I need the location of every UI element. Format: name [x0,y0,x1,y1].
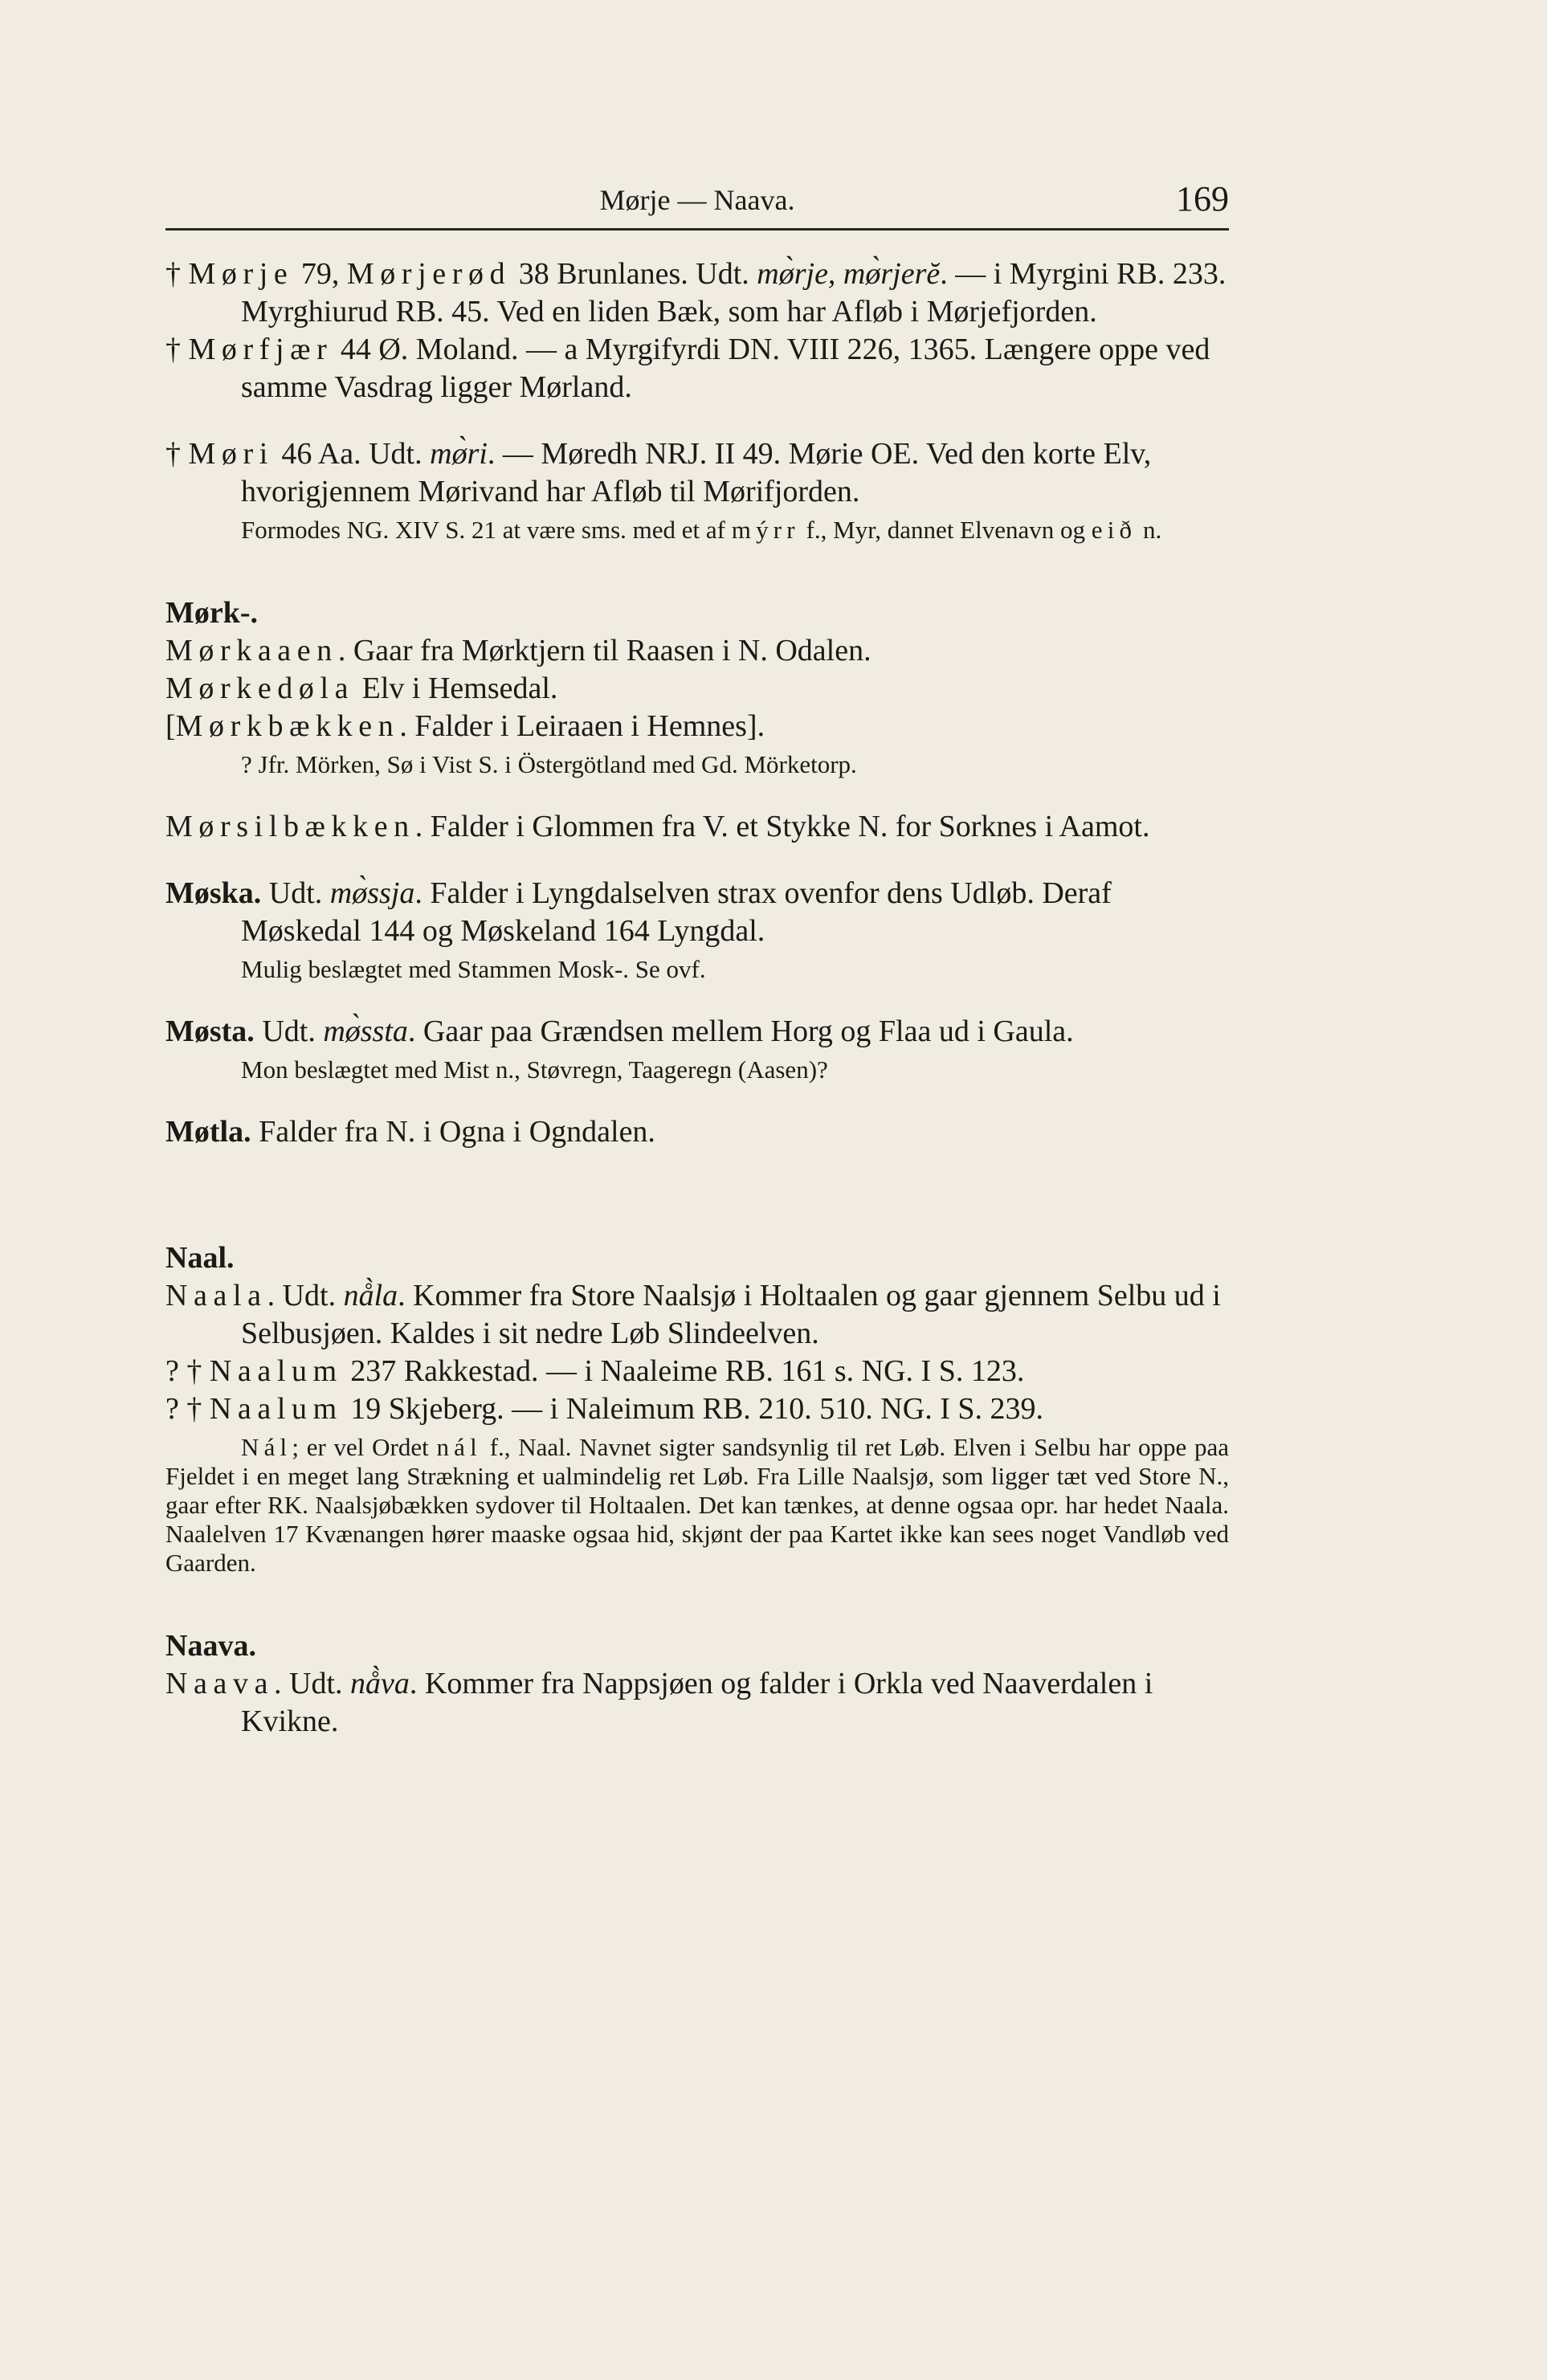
headword: Naala [165,1279,267,1312]
pronunciation: mø̀ri [430,437,488,471]
entry-morkbaekken [165,708,1229,745]
entry-mori [165,435,1229,511]
entry-text: . Gaar paa Grændsen mellem Horg og Flaa ud i Gaula. [407,1014,1074,1048]
entry-motla [165,1113,1229,1151]
section-heading-motla: Møtla. [165,1115,251,1149]
note-text: f., Naal. Navnet sigter sandsynlig til ret Løb. Elven i Selbu har oppe paa Fjeldet i en meget lang Strækning et ualmindelig ret Løb. Fra Lille Naalsjø, som ligger tæt ved Store N., gaar efter RK. Naalsjøbækken sydover til Holtaalen. Det kan tænkes, at denne ogsaa opr. har hedet Naala. Naalelven 17 Kvænangen hører maaske ogsaa hid, skjønt der paa Kartet ikke kan sees noget Vandløb ved Gaarden. [165,1433,1229,1577]
entry-text: 44 Ø. Moland. — a Myrgifyrdi DN. VIII 226, 1365. Længere oppe ved samme Vasdrag ligger Mørland. [241,333,1210,404]
dagger-mark: † [165,437,189,471]
running-head-title: Mørje — Naava. [599,184,795,216]
entry-text: 46 Aa. Udt. [273,437,431,471]
entry-moska [165,875,1229,950]
entry-text: 237 Rakkestad. — i Naaleime RB. 161 s. NG. I S. 123. [342,1354,1025,1388]
note-word: Nál [241,1433,292,1461]
note-text: f., Myr, dannet Elvenavn og [799,516,1092,544]
entry-text: Elv i Hemsedal. [354,672,558,705]
headword: Mørsilbækken [165,810,415,843]
entry-morfjaer [165,331,1229,406]
running-head [165,179,1229,228]
headword: Naalum [209,1392,343,1426]
dagger-mark: † [165,257,189,291]
pronunciation: mø̀ssja [329,876,415,910]
headword: Mørkaaen [165,634,338,667]
entry-text: Falder fra N. i Ogna i Ogndalen. [251,1115,655,1149]
entry-text: 79, [293,257,347,291]
entry-text: . Udt. [274,1667,351,1700]
page-number: 169 [1176,179,1229,218]
dictionary-content [165,255,1229,1741]
headword: Mørkbækken [175,709,400,743]
entry-morkedola [165,670,1229,708]
headword: Mørfjær [188,333,333,366]
entry-text: Udt. [261,876,330,910]
headword: Møri [188,437,274,471]
pronunciation: nå̀la [343,1279,398,1312]
note-mori [165,516,1229,545]
entry-text: . — Møredh NRJ. II 49. Mørie OE. Ved den korte Elv, hvorigjennem Mørivand har Afløb til Mørifjorden. [241,437,1152,508]
headword: Mørkedøla [165,672,355,705]
header-rule [165,228,1229,231]
note-text: n. [1137,516,1162,544]
entry-mosta [165,1013,1229,1051]
note-mosta: Mon beslægtet med Mist n., Støvregn, Taageregn (Aasen)? [241,1055,828,1084]
pronunciation: mø̀rje, mø̀rjerĕ [757,257,941,291]
entry-naalum-skjeberg [165,1390,1229,1428]
pronunciation: nå̀va [350,1667,410,1700]
section-heading-naava: Naava. [165,1629,256,1663]
headword: Naalum [209,1354,343,1388]
entry-text: . Falder i Leiraaen i Hemnes]. [399,709,765,743]
entry-text: . Kommer fra Nappsjøen og falder i Orkla ved Naaverdalen i Kvikne. [241,1667,1153,1738]
uncertain-dagger-mark: ? † [165,1392,210,1426]
section-heading-mork: Mørk-. [165,596,259,630]
headword: Mørjerød [346,257,512,291]
entry-text: . Falder i Lyngdalselven strax ovenfor dens Udløb. Deraf Møskedal 144 og Møskeland 164 Lyngdal. [241,876,1112,948]
section-heading-mosta: Møsta. [165,1014,255,1048]
note-word: nál [436,1433,482,1461]
section-heading-moska: Møska. [165,876,262,910]
entry-naala [165,1277,1229,1353]
bracket: [ [165,709,176,743]
dagger-mark: † [165,333,189,366]
entry-text: 19 Skjeberg. — i Naleimum RB. 210. 510. NG. I S. 239. [342,1392,1043,1426]
note-naal [165,1433,1229,1578]
entry-text: . Falder i Glommen fra V. et Stykke N. for Sorknes i Aamot. [414,810,1150,843]
note-word: eið [1091,516,1137,544]
entry-text: . — i Myrgini RB. 233. Myrghiurud RB. 45. Ved en liden Bæk, som har Afløb i Mørjefjorden. [241,257,1227,329]
note-text: ; er vel Ordet [292,1433,437,1461]
entry-text: 38 Brunlanes. Udt. [511,257,757,291]
entry-text: Udt. [254,1014,324,1048]
entry-morkaaen [165,632,1229,670]
entry-text: . Kommer fra Store Naalsjø i Holtaalen og gaar gjennem Selbu ud i Selbusjøen. Kaldes i sit nedre Løb Slindeelven. [241,1279,1221,1350]
uncertain-dagger-mark: ? † [165,1354,210,1388]
note-word: mýrr [731,516,800,544]
note-moska: Mulig beslægtet med Stammen Mosk-. Se ovf. [241,955,706,983]
pronunciation: mø̀ssta [323,1014,408,1048]
entry-text: . Gaar fra Mørktjern til Raasen i N. Odalen. [337,634,871,667]
section-heading-naal: Naal. [165,1241,235,1275]
entry-naava [165,1665,1229,1741]
entry-morje [165,255,1229,331]
entry-naalum-rakkestad [165,1353,1229,1390]
entry-morsilbaekken [165,808,1229,846]
headword: Naava [165,1667,275,1700]
headword: Mørje [188,257,294,291]
note-mork: ? Jfr. Mörken, Sø i Vist S. i Östergötland med Gd. Mörketorp. [241,750,857,778]
note-text: Formodes NG. XIV S. 21 at være sms. med et af [241,516,732,544]
entry-text: . Udt. [267,1279,344,1312]
